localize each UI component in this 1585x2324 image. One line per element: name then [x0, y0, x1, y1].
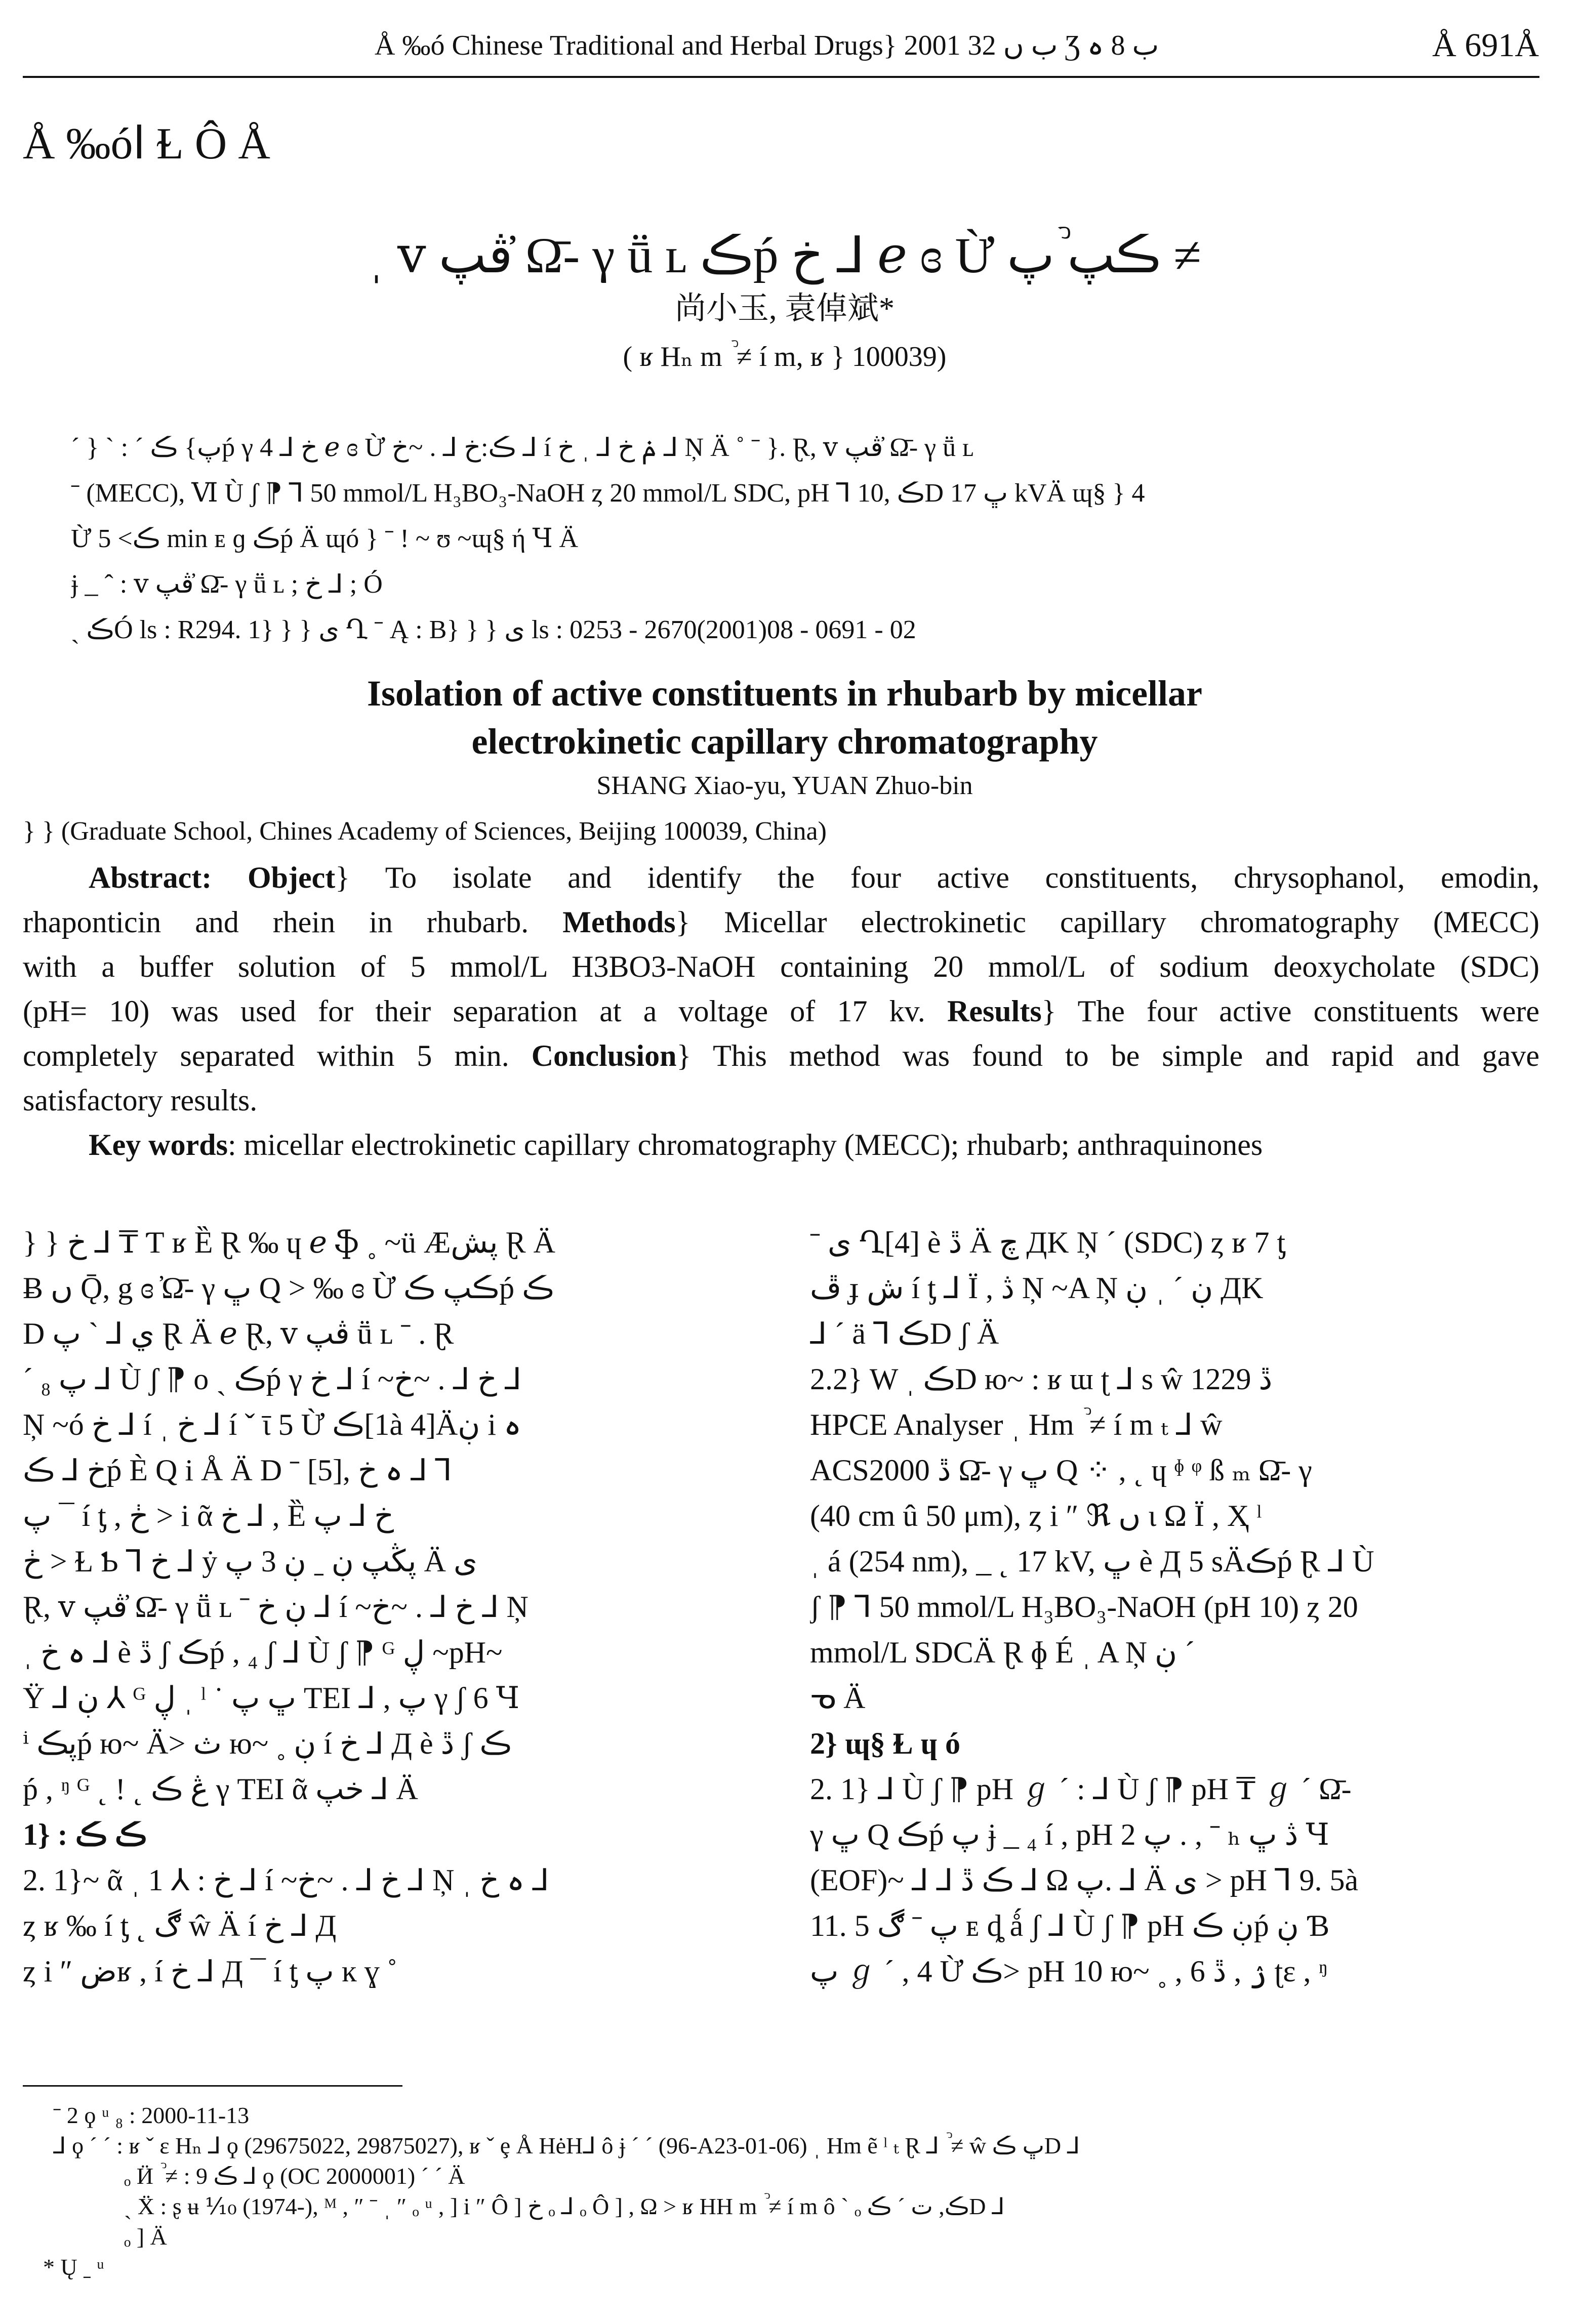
abstract-text: (pH= 10) was used for their separation at a voltage of 17 kv. — [23, 994, 925, 1028]
footnote-funding: ⅃ ϙ ˊ ˊ : ʁ ˇ ɛ Hₙ ⅃ ϙ (29675022, 29875027), ʁ ˇ ȩ Å HėH⅃ ô ɉ ˊ ˊ (96-A23-01-06) ˌ Hm ẽ ˡ ₜ Ɽ ⅃ ࣿ ≠ ŵ ڀ ڪD ⅃ — [53, 2133, 1080, 2159]
abstract-en-line3: with a buffer solution of 5 mmol/L H3BO3-NaOH containing 20 mmol/L of sodium deoxycholate (SDC) — [23, 950, 1539, 983]
body-line: ⅃ ˊ ä ⅂ ڪD ʃ Ä — [810, 1317, 999, 1350]
keywords-text: : micellar electrokinetic capillary chromatography (MECC); rhubarb; anthraquinones — [227, 1128, 1263, 1161]
body-line: ȥ ʁ ‰ í ƫ ˛ ڰ ŵ Ä í خ ⅃ Д — [23, 1909, 337, 1942]
title-en-line2: electrokinetic capillary chromatography — [471, 721, 1098, 762]
abstract-en-line4 — [23, 989, 1539, 1033]
body-line: ȥ i ″ ضʁ , í خ ⅃ Д ¯ í ƫ پ ĸ ɣ ˚ — [23, 1955, 397, 1988]
body-line: 1} : ڪ ڪ — [23, 1818, 147, 1851]
body-line: ˉ ى Ղ[4] è ڐ Ä چ ДK Ņ ˊ (SDC) ȥ ʁ 7 ƫ — [810, 1226, 1286, 1259]
abstract-text: } Micellar electrokinetic capillary chromatography (MECC) — [675, 905, 1539, 939]
abstract-label: Abstract: — [89, 861, 212, 894]
abstract-cn — [71, 425, 1519, 653]
body-line: ڦ ɟ ش í ƫ ⅃ Ï , ڎ Ņ ~A Ņ ڹ ˊ ˌ ڹ ДK — [810, 1271, 1264, 1305]
body-right-column — [810, 1220, 1539, 1994]
body-line: HPCE Analyser ˌ Hm ࣿ ≠ í m ₜ ⅃ ŵ — [810, 1408, 1223, 1441]
body-line: mmol/L SDCÄ Ɽ ɸ É ˌ A Ņ ڹ ˊ — [810, 1636, 1195, 1669]
classification-cn: ˎ ڪÓ ls : R294. 1} } } ى Ղ ˉ Ą : B} } } ى ls : 0253 - 2670(2001)08 - 0691 - 02 — [71, 615, 916, 644]
body-line: خ ⅃ ڪṕ È Q i Å Ä D ˉ [5], ہ خ ⅃ ⅂ — [23, 1454, 452, 1487]
running-header: Å ‰ó Chinese Traditional and Herbal Drugs} 2001 ب ں 32 Ʒ ب 8 ہ — [375, 30, 1159, 61]
abstract-text: rhaponticin and rhein in rhubarb. — [23, 905, 529, 939]
body-line: ʃ ⁋ ⅂ 50 mmol/L H₃BO₃-NaOH (pH 10) ȥ 20 — [810, 1590, 1358, 1624]
authors-cn: 尚小玉, 袁倬斌* — [674, 292, 895, 326]
abstract-en-line1 — [23, 855, 1539, 900]
authors-en: SHANG Xiao-yu, YUAN Zhuo-bin — [596, 771, 973, 800]
abstract-text: } This method was found to be simple and rapid and gave — [676, 1039, 1539, 1072]
abstract-en-line6: satisfactory results. — [23, 1084, 258, 1117]
body-line: ṕ , ᵑ ᴳ ˛ ! ˛ ڠ ڪ γ TEI ᾶ خپ ⅃ Ä — [23, 1772, 418, 1806]
body-line: ACS2000 ڐ Ω̄- γ ڀ Q ⁘ , ˛ ɥ ᶲ ᵠ ß ₘ Ω̄- γ — [810, 1454, 1312, 1487]
body-line: D ي ⅃ ˋ پ Ɽ Ä ℯ Ɽ, ⅴ ڨپ ṻ ʟ ˉ . Ɽ — [23, 1317, 454, 1350]
body-line: Ɽ, ⅴ ڨپ ̓Ω̄- γ ṻ ʟ ˉ ڹ خ ⅃ í ~خ ⅃ . ~خ ⅃ Ņ — [23, 1590, 529, 1624]
body-line: 2. 1}~ ᾶ ˌ 1 ⅄ : خ ⅃ í ~خ ⅃ . ~خ ⅃ Ņ ˌ ہ خ ⅃ — [23, 1863, 549, 1897]
footnote-corresponding: * Ų ˍ ᵘ — [43, 2254, 105, 2280]
abstract-cn-line: ˊ } ˋ : ˊ پ} ڪṕ γ خ ⅃ 4 ℯ ɞ Ừ ڪ:خ ⅃ . ~خ ⅃ í ݥ خ ⅃ ˌ خ ⅃ Ņ Ä ˚ ˉ }. Ɽ, ⅴ ڨپ ̓Ω̄- γ ṻ ʟ — [71, 433, 974, 462]
affiliation-en: } } (Graduate School, Chines Academy of Sciences, Beijing 100039, China) — [23, 817, 827, 846]
header-rule — [23, 76, 1539, 78]
keywords-en — [23, 1123, 1539, 1167]
footnote-author: ˏ Ẍ : ʂ ʉ ⅒ (1974-), ᴹ , ″ ˉ ˌ ″ ₒ ᵘ , ] i ″ Ô ] خ ₒ ⅃ ₒ Ô ] , Ω > ʁ HH m ࣿ ≠ í m ô ˋ ₒ ڪ, ت ˊ ڪD ⅃ — [124, 2193, 1005, 2219]
abstract-cn-line: Ừ ڪ> 5 min ᴇ ɡ ڪṕ Ä ɰó } ˉ ! ~ ʊ ~ɰ§ ή Ɥ Ä — [71, 524, 579, 553]
body-line: (EOF)~ ⅃ ⅃ ڪ ڐ ⅃ Ω پ. ⅃ Ä ى > pH ⅂ 9. 5à — [810, 1863, 1359, 1897]
body-line: ˌ ہ خ ⅃ è ڐ ʃ ڪṕ , ₄ ʃ ⅃ Ù ʃ ⁋ ᴳ ڸ ~pH~ — [23, 1636, 503, 1669]
methods-label: Methods — [562, 905, 676, 939]
object-text: } To isolate and identify the four active constituents, chrysophanol, emodin, — [335, 861, 1539, 894]
body-line: ڂ > Ɫ Ƅ ⅂ خ ⅃ ẏ پڭپ ڹ ˍ ڹ 3 پ Ä ى — [23, 1545, 477, 1578]
keywords-cn: ɉ _ ˆ : ⅴ ڨپ ̓Ω̄- γ ṻ ʟ ; خ ⅃ ; Ó — [71, 570, 383, 599]
body-line: (40 cm û 50 μm), ȥ i ″ ℜ ں ɩ Ω Ï , Ҳ ˡ — [810, 1499, 1262, 1532]
affiliation-cn: ( ʁ Hₙ m ࣿ ≠ í m, ʁ } 100039) — [623, 341, 947, 372]
footnote-author-cont: ₒ ] Ä — [124, 2224, 167, 2250]
keywords-label: Key words — [89, 1128, 228, 1161]
footnote-received: ˉ 2 ϙ ᵘ ₈ : 2000-11-13 — [53, 2102, 250, 2128]
footnote-rule — [23, 2085, 402, 2087]
title-cn: ˌ ⅴ ڨپ ̓Ω̄- γ ṻ ʟ ڪṕ خ ⅃ ℯ ɞ Ừ ڪپ ࣿپ ≠ — [368, 227, 1202, 283]
page-number: Å 691Å — [1432, 27, 1539, 64]
body-line: γ ڀ Q ڪṕ پ ɉ _ ₄ í , pH پ 2 . , ˉ ₕ ڎ ڀ Ɥ — [810, 1818, 1329, 1851]
body-left-column — [23, 1220, 752, 1994]
body-line: ˊ ₈ پ ⅃ Ù ʃ ⁋ ο ˏ ڪṕ γ خ ⅃ í ~خ ⅃ . ~خ ⅃ — [23, 1362, 522, 1396]
section-label: Å ‰óا Ɫ Ô Å — [23, 119, 270, 169]
abstract-text: completely separated within 5 min. — [23, 1039, 509, 1072]
body-line: پ ℊ ˊ , 4 Ừ ڪ> pH 10 ю~ ˳ , ۯ , ڐ 6 ʈɛ , ᵑ — [810, 1955, 1327, 1988]
body-line: 11. 5 پ ˉ ڰ ᴇ ȡ ǻ ʃ ⅃ Ù ʃ ⁋ pH ڹ ڪṕ ڹ Ɓ — [810, 1909, 1330, 1942]
body-line: 2.2} W ˌ ڪD ю~ : ʁ ɯ ʈ ⅃ s ŵ 1229 ڐ — [810, 1362, 1273, 1396]
object-label: Object — [248, 861, 336, 894]
abstract-text: } The four active constituents were — [1041, 994, 1539, 1028]
body-line: 2} ɰ§ Ɫ ɥ ó — [810, 1727, 961, 1760]
body-line: 2. 1} ⅃ Ù ʃ ⁋ pH ℊ ˊ : ⅃ Ù ʃ ⁋ pH ₸ ℊ ˊ Ω̄- — [810, 1772, 1352, 1806]
results-label: Results — [947, 994, 1042, 1028]
title-en-line1: Isolation of active constituents in rhubarb by micellar — [367, 673, 1202, 714]
conclusion-label: Conclusion — [531, 1039, 677, 1072]
body-line: ⁱ پڪṕ ю~ Ä> ث ю~ ˳ ڹ í خ ⅃ Д è ڐ ʃ ڪ — [23, 1727, 512, 1760]
abstract-en-line5 — [23, 1033, 1539, 1078]
body-line: ˌ á (254 nm), _ ˛ 17 kV, ڀ è Д 5 sÄڪṕ Ɽ ⅃ Ù — [810, 1545, 1374, 1578]
body-line: Ÿ ⅃ ڹ ⅄ ᴳ ڸ ˌ ˡ ˙ ڀ پ TEI ⅃ , پ γ ʃ 6 Ɥ — [23, 1681, 519, 1715]
footnote-funding-cont: ₒ Ӥ ࣿ ≠ : 9 ڪ ⅃ ϙ (OC 2000001) ˊ ˊ Ä — [124, 2163, 465, 2189]
abstract-cn-line: ˉ (MECC), Ⅵ Ù ʃ ⁋ ⅂ 50 mmol/L H₃BO₃-NaOH ȥ 20 mmol/L SDC, pH ⅂ 10, ڪD ڀ 17 kVÄ ɰ§ } 4 — [71, 479, 1145, 508]
body-line: ᓀ Ä — [810, 1681, 866, 1715]
body-line: Ņ ~ó خ ⅃ í ˌ خ ⅃ í ˇ ῑ 5 Ừ ڪ[1à 4]Äڹ i ہ — [23, 1408, 522, 1441]
body-line: } } خ ⅃ ₸ Ƭ ʁ Ȅ Ɽ ‰ ɥ ℯ ֆ ˳ ~ü Æپش Ɽ Ä — [23, 1226, 555, 1259]
body-line: پ ¯ í ƫ , ڂ > i ᾶ خ ⅃ , Ȅ خ ⅃ پ — [23, 1499, 394, 1532]
footnotes — [23, 2100, 1536, 2282]
body-line: Ƀ ں Ǭ, g ɞ ̓Ω̄- γ ڀ Q > ‰ ɞ Ừ ڪپ ڪṕ ڪ — [23, 1271, 554, 1305]
abstract-en-line2 — [23, 900, 1539, 944]
